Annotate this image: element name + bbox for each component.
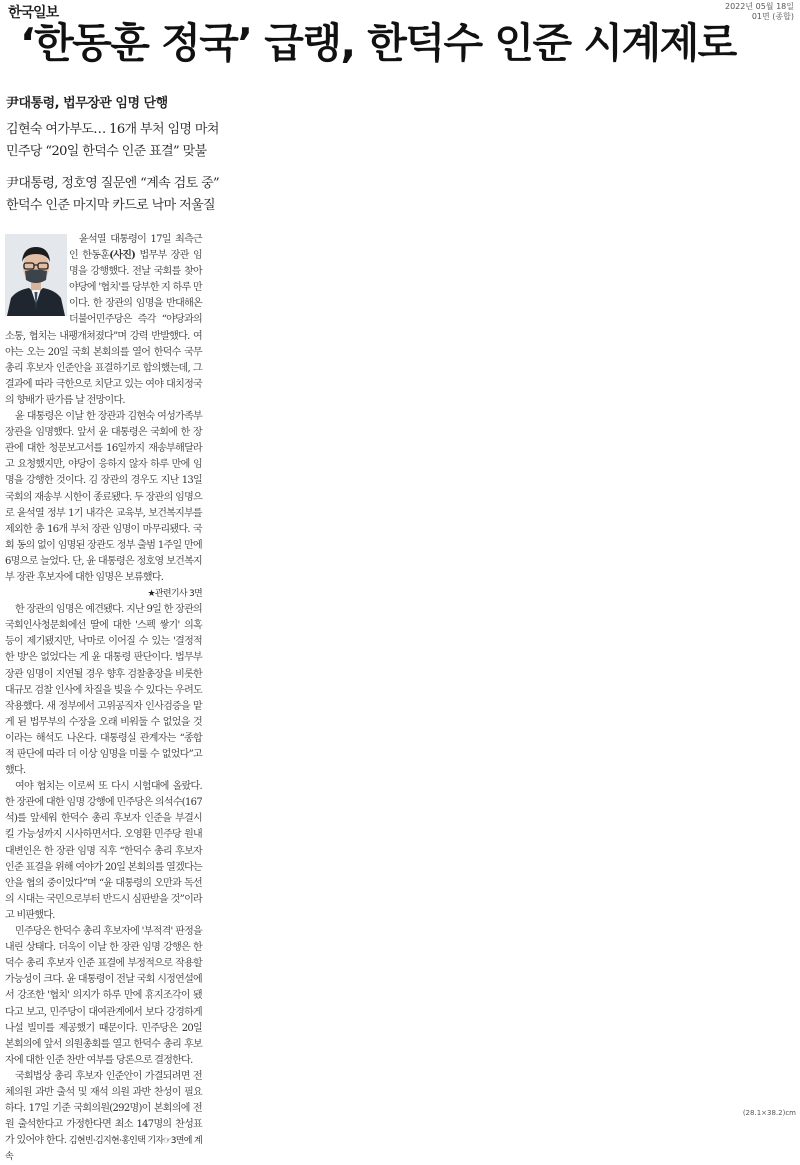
- subhead-line: 김현숙 여가부도… 16개 부처 임명 마쳐: [6, 122, 219, 137]
- photo-caption: (사진): [109, 250, 136, 262]
- subhead-group-1: [6, 119, 236, 163]
- paragraph-text: 국회법상 총리 후보자 인준안이 가결되려면 전체의원 과반 출석 및 재석 의원 과반 찬성이 필요하다. 17일 기준 국회의원(292명)이 본회의에 전원 출석한다고 가정한다면 최소 147명의 찬성표가 있어야 한다.: [5, 1070, 202, 1147]
- photo-space: [5, 232, 69, 313]
- paragraph: [5, 1069, 202, 1165]
- paragraph: 한 장관의 임명은 예견됐다. 지난 9일 한 장관의 국회인사청문회에선 딸에 대한 '스펙 쌓기' 의혹 등이 제기됐지만, 낙마로 이어질 수 있는 '결정적 한 방'은 없었다는 게 윤 대통령 판단이다. 법무부 장관 임명이 지연될 경우 향후 검찰총장을 비롯한 대규모 검찰 인사에 차질을 빚을 수 있다는 우려도 작용했다. 새 정부에서 고위공직자 인사검증을 맡게 된 법무부의 수장을 오래 비워둘 수 없었을 것이라는 해석도 나온다. 대통령실 관계자는 “종합적 판단에 따라 더 이상 임명을 미룰 수 없었다”고 했다.: [5, 604, 202, 777]
- subhead-line: 尹대통령, 정호영 질문엔 “계속 검토 중”: [6, 176, 220, 191]
- date-line: 2022년 05월 18일: [725, 2, 794, 11]
- related-article-link[interactable]: ★관련기사 3면: [147, 589, 202, 600]
- subhead-first: 尹대통령, 법무장관 임명 단행: [6, 96, 168, 111]
- paragraph: 윤 대통령은 이날 한 장관과 김현숙 여성가족부 장관을 임명했다. 앞서 윤 대통령은 국회에 한 장관에 대한 청문보고서를 16일까지 재송부해달라고 요청했지만, 야당이 응하지 않자 하루 만에 임명을 강행한 것이다. 김 장관의 경우도 지난 13일 국회의 재송부 시한이 종료됐다. 두 장관의 임명으로 윤석열 정부 1기 내각은 교육부, 보건복지부를 제외한 총 16개 부처 장관 임명이 마무리됐다. 국회 동의 없이 임명된 장관도 정부 출범 1주일 만에 6명으로 늘었다. 단, 윤 대통령은 정호영 보건복지부 장관 후보자에 대한 임명은 보류했다.: [5, 411, 202, 583]
- byline: 김현빈·김지현·홍인택 기자☞3면에 계속: [5, 1136, 202, 1163]
- paragraph: 여야 협치는 이로써 또 다시 시험대에 올랐다. 한 장관에 대한 임명 강행에 민주당은 의석수(167석)를 앞세워 한덕수 총리 후보자 인준을 부결시킬 가능성까지 시사하면서다. 오영환 민주당 원내대변인은 한 장관 임명 직후 “한덕수 총리 후보자 인준 표결을 위해 여야가 20일 본회의를 열겠다는 안을 협의 중이었다”며 “윤 대통령의 오만과 독선의 시대는 국민으로부터 반드시 심판받을 것”이라고 비판했다.: [5, 781, 202, 921]
- paragraph-text: 법무부 장관 임명을 강행했다. 전날 국회를 찾아 야당에 '협치'를 당부한 지 하루 만이다. 한 장관의 임명을 반대해온 더불어민주당은 즉각 “야당과의 소통, 협치는 내팽개쳐졌다”며 강력 반발했다. 여야는 오는 20일 국회 본회의를 열어 한덕수 국무총리 후보자 인준안을 표결하기로 합의했는데, 그 결과에 따라 극한으로 치닫고 있는 여야 대치정국의 향배가 판가름 날 전망이다.: [5, 250, 202, 406]
- paragraph-text: 윤석열 대통령이 17일 최측근인 한동훈: [69, 234, 202, 262]
- page-size-footer: (28.1×38.2)cm: [742, 1109, 796, 1117]
- subhead-line: 민주당 “20일 한덕수 인준 표결” 맞불: [6, 144, 207, 159]
- page-line: 01면 (종합): [751, 12, 794, 21]
- headline: ‘한동훈 정국’ 급랭, 한덕수 인준 시계제로: [20, 19, 736, 67]
- subhead-group-2: [6, 173, 236, 217]
- subheads: [6, 92, 236, 227]
- article-body: [5, 232, 202, 1165]
- paragraph: 민주당은 한덕수 총리 후보자에 '부적격' 판정을 내린 상태다. 더욱이 이날 한 장관 임명 강행은 한덕수 총리 후보자 인준 표결에 부정적으로 작용할 가능성이 크다. 윤 대통령이 전날 국회 시정연설에서 강조한 '협치' 의지가 하루 만에 휴지조각이 됐다고 보고, 민주당이 대여관계에서 보다 강경하게 나설 빌미를 제공했기 때문이다. 민주당은 20일 본회의에 앞서 의원총회를 열고 한덕수 총리 후보자에 대한 인준 찬반 여부를 당론으로 결정한다.: [5, 926, 202, 1066]
- masthead-logo: 한국일보: [8, 5, 59, 21]
- subhead-line: 한덕수 인준 마지막 카드로 낙마 저울질: [6, 198, 215, 213]
